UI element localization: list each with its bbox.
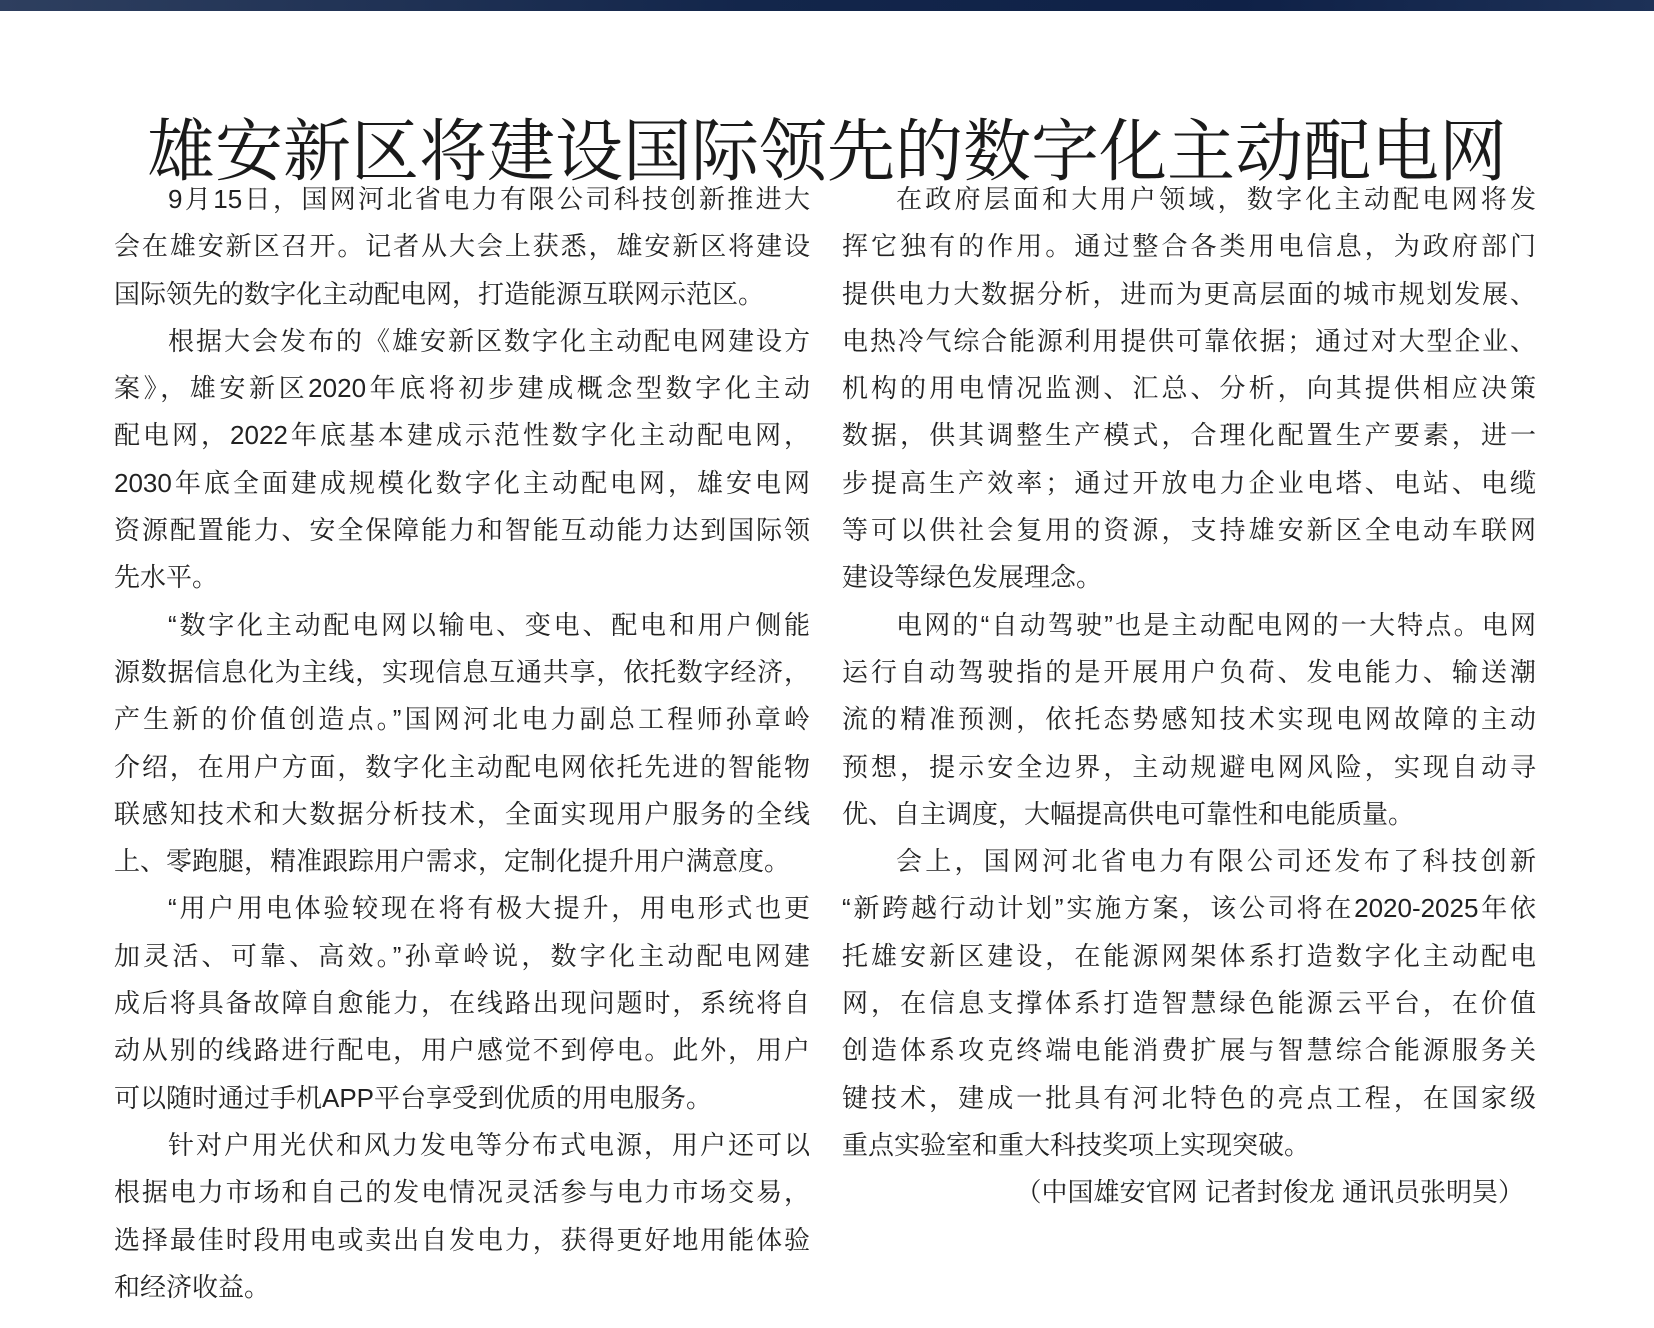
article-text-line: 流的精准预测，依托态势感知技术实现电网故障的主动 (842, 704, 1536, 735)
article-text-line: “用户用电体验较现在将有极大提升，用电形式也更 (168, 893, 810, 924)
article-text-line: 动从别的线路进行配电，用户感觉不到停电。此外，用户 (114, 1035, 810, 1066)
article-text-line: 电网的“自动驾驶”也是主动配电网的一大特点。电网 (896, 609, 1536, 640)
article-text-line: 预想，提示安全边界，主动规避电网风险，实现自动寻 (842, 751, 1536, 782)
article-text-line: 资源配置能力、安全保障能力和智能互动能力达到国际领 (114, 515, 810, 546)
article-text-line: 在政府层面和大用户领域，数字化主动配电网将发 (896, 184, 1536, 214)
article-text-line: 网，在信息支撑体系打造智慧绿色能源云平台，在价值 (842, 988, 1536, 1019)
article-text-line: “数字化主动配电网以输电、变电、配电和用户侧能 (168, 609, 810, 640)
article-credit: （中国雄安官网 记者封俊龙 通讯员张明昊） (1015, 1177, 1524, 1208)
article-column-left (114, 176, 810, 1311)
article-text-line: 提供电力大数据分析，进而为更高层面的城市规划发展、 (842, 278, 1536, 309)
article-text-line: 建设等绿色发展理念。 (842, 562, 1103, 593)
article-text-line: 键技术，建成一批具有河北特色的亮点工程，在国家级 (842, 1082, 1536, 1113)
article-text-line: 托雄安新区建设，在能源网架体系打造数字化主动配电 (842, 940, 1536, 971)
article-text-line: 机构的用电情况监测、汇总、分析，向其提供相应决策 (842, 373, 1536, 404)
article-text-line: 可以随时通过手机APP平台享受到优质的用电服务。 (114, 1082, 713, 1113)
article-paragraph (114, 885, 810, 1121)
article-text-line: 步提高生产效率；通过开放电力企业电塔、电站、电缆 (842, 467, 1536, 498)
article-text-line: 联感知技术和大数据分析技术，全面实现用户服务的全线 (114, 798, 810, 829)
article-paragraph (842, 838, 1536, 1169)
article-paragraph (114, 318, 810, 602)
article-text-line: 源数据信息化为主线，实现信息互通共享，依托数字经济， (114, 656, 810, 687)
article-text-line: 会在雄安新区召开。记者从大会上获悉，雄安新区将建设 (114, 231, 810, 262)
article-text-line: 重点实验室和重大科技奖项上实现突破。 (842, 1129, 1311, 1160)
article-text-line: 优、自主调度，大幅提高供电可靠性和电能质量。 (842, 798, 1415, 829)
article-text-line: 运行自动驾驶指的是开展用户负荷、发电能力、输送潮 (842, 656, 1536, 687)
article-text-line: 产生新的价值创造点。”国网河北电力副总工程师孙章岭 (114, 704, 810, 735)
article-text-line: 选择最佳时段用电或卖出自发电力，获得更好地用能体验 (114, 1224, 810, 1255)
article-text-line: 9月15日，国网河北省电力有限公司科技创新推进大 (168, 184, 810, 214)
article-text-line: 案》，雄安新区2020年底将初步建成概念型数字化主动 (114, 373, 810, 404)
article-text-line: 成后将具备故障自愈能力，在线路出现问题时，系统将自 (114, 988, 810, 1019)
article-text-line: 等可以供社会复用的资源，支持雄安新区全电动车联网 (842, 515, 1536, 546)
article-text-line: 介绍，在用户方面，数字化主动配电网依托先进的智能物 (114, 751, 810, 782)
article-text-line: 配电网，2022年底基本建成示范性数字化主动配电网， (114, 420, 810, 451)
article-text-line: 上、零跑腿，精准跟踪用户需求，定制化提升用户满意度。 (114, 846, 791, 877)
article-title: 雄安新区将建设国际领先的数字化主动配电网 (146, 113, 1507, 190)
top-banner-bar (0, 0, 1654, 11)
article-text-line: 数据，供其调整生产模式，合理化配置生产要素，进一 (842, 420, 1536, 451)
article-text-line: 根据大会发布的《雄安新区数字化主动配电网建设方 (168, 325, 810, 356)
article-text-line: 加灵活、可靠、高效。”孙章岭说，数字化主动配电网建 (114, 940, 810, 971)
article-text-line: 先水平。 (114, 562, 219, 593)
article-text-line: 2030年底全面建成规模化数字化主动配电网，雄安电网 (114, 467, 810, 498)
article-paragraph (842, 602, 1536, 838)
article-text-line: 创造体系攻克终端电能消费扩展与智慧综合能源服务关 (842, 1035, 1536, 1066)
article-text-line: 和经济收益。 (114, 1271, 271, 1302)
article-text-line: 针对户用光伏和风力发电等分布式电源，用户还可以 (168, 1129, 810, 1160)
article-text-line: 电热冷气综合能源利用提供可靠依据；通过对大型企业、 (842, 325, 1536, 356)
article-text-line: 会上，国网河北省电力有限公司还发布了科技创新 (896, 846, 1536, 877)
article-text-line: 挥它独有的作用。通过整合各类用电信息，为政府部门 (842, 231, 1536, 262)
article-column-right (842, 176, 1536, 1217)
article-text-line: “新跨越行动计划”实施方案，该公司将在2020-2025年依 (842, 893, 1536, 924)
article-paragraph (114, 1122, 810, 1311)
article-paragraph (114, 176, 810, 318)
article-text-line: 国际领先的数字化主动配电网，打造能源互联网示范区。 (114, 278, 765, 309)
article-paragraph (842, 176, 1536, 602)
article-paragraph (114, 602, 810, 886)
article-text-line: 根据电力市场和自己的发电情况灵活参与电力市场交易， (114, 1177, 810, 1208)
